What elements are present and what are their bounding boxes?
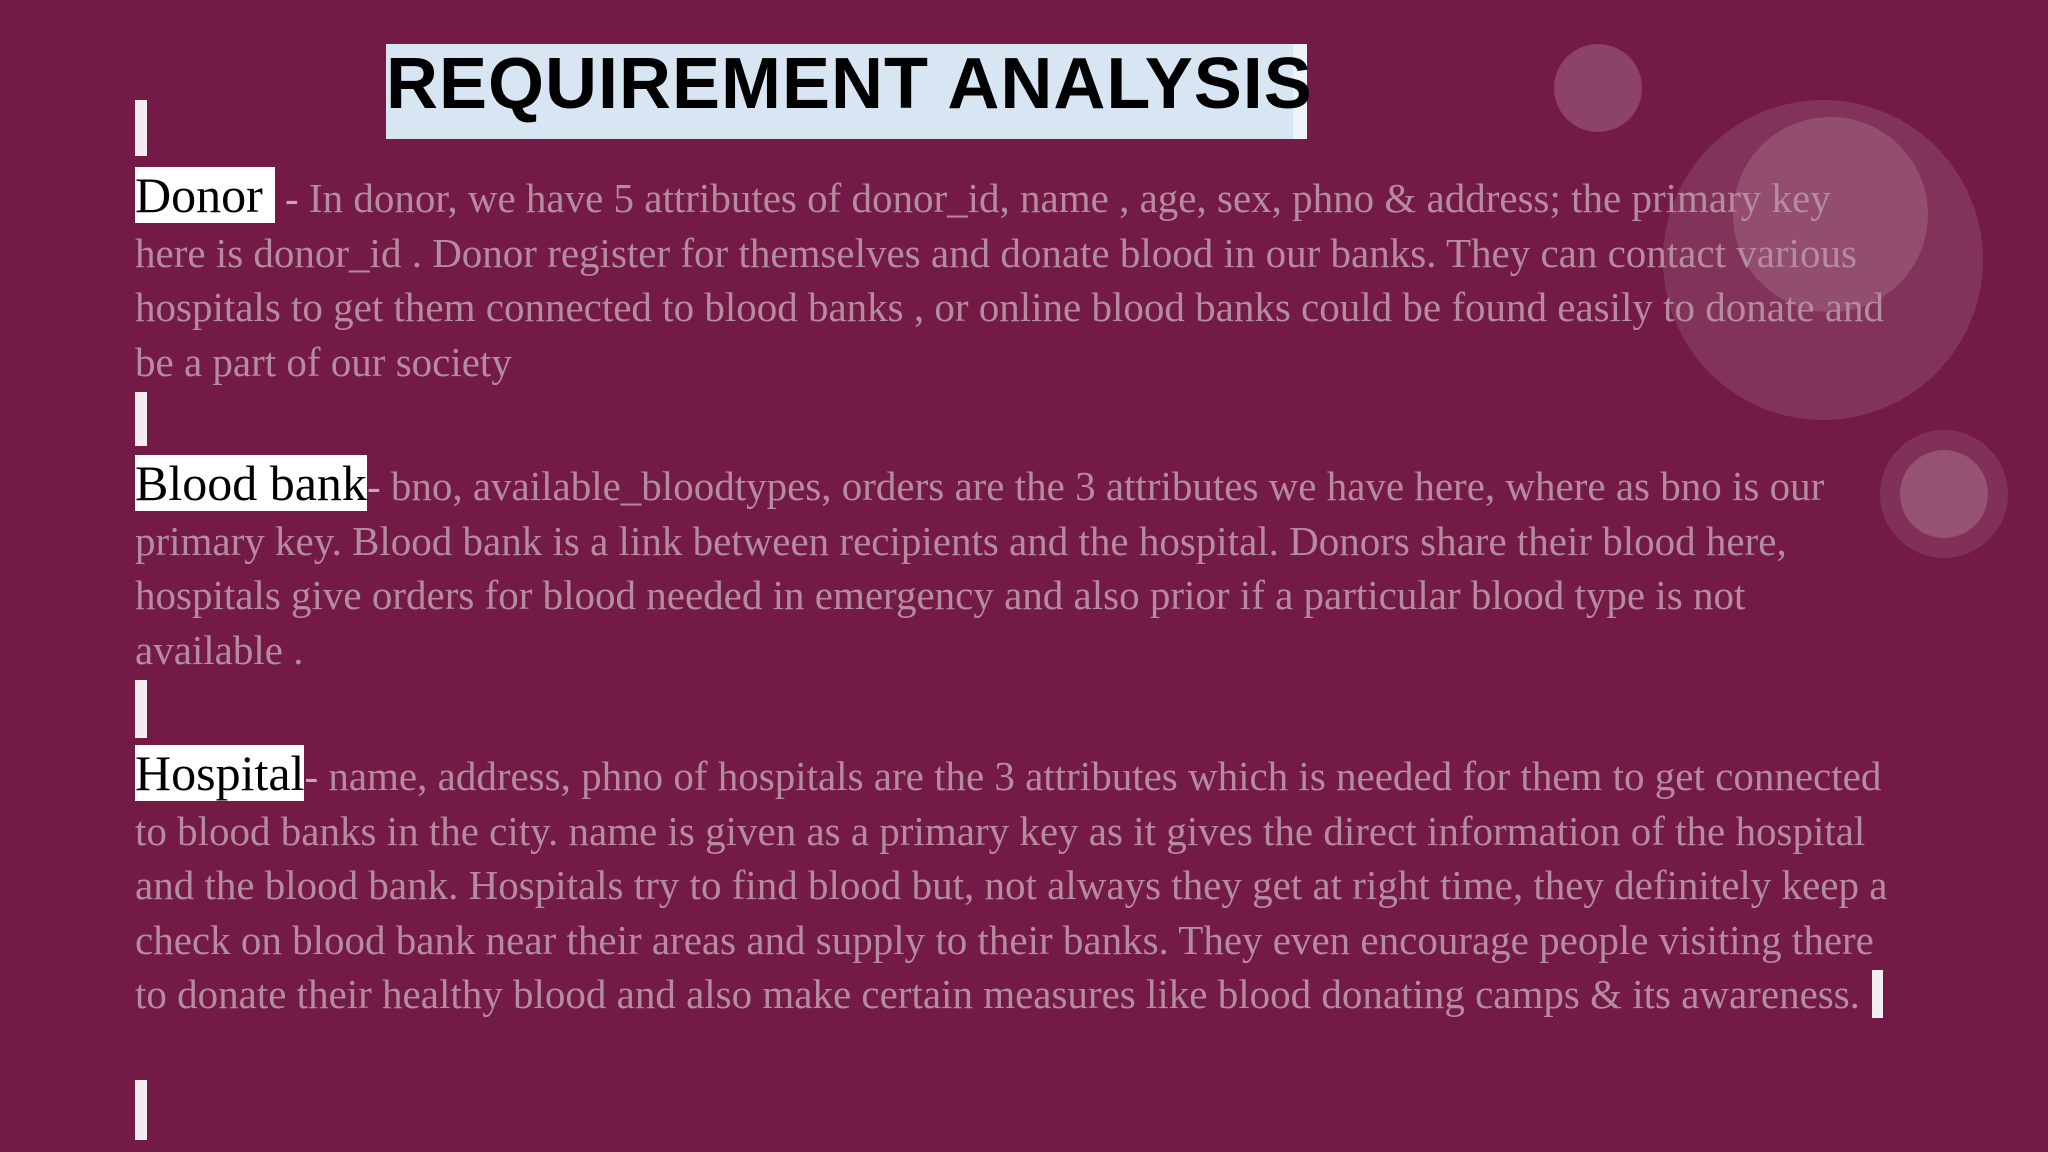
decorative-circle-ring-right-inner [1900,450,1988,538]
blood-bank-separator: - [366,463,381,509]
paragraph-marker [135,1080,147,1140]
hospital-term: Hospital [135,745,305,801]
hospital-separator: - [304,753,319,799]
donor-paragraph [135,168,1895,389]
paragraph-marker [135,100,147,156]
blood-bank-body: bno, available_bloodtypes, orders are the 3 attributes we have here, where as bno is our primary key. Blood bank is a link between recipients and the hospital. Donors share their blood here, hospitals give orders for blood needed in emergency and also prior if a particular blood type is not available . [135,463,1825,673]
title-highlight [386,44,1313,139]
hospital-body: name, address, phno of hospitals are the 3 attributes which is needed for them to get connected to blood banks in the city. name is given as a primary key as it gives the direct information of the hospital and the blood bank. Hospitals try to find blood but, not always they get at right time, they definitely keep a check on blood bank near their areas and supply to their banks. They even encourage people visiting there to donate their healthy blood and also make certain measures like blood donating camps & its awareness. [135,753,1888,1017]
text-cursor-marker [1872,970,1883,1018]
hospital-paragraph [135,746,1895,1022]
blood-bank-term: Blood bank [135,455,367,511]
donor-separator: - [285,175,299,221]
slide-title: REQUIREMENT ANALYSIS [386,44,1313,124]
paragraph-marker [135,392,147,446]
donor-body: In donor, we have 5 attributes of donor_id, name , age, sex, phno & address; the primary key here is donor_id . Donor register for themselves and donate blood in our banks. They can contact various hospitals to get them connected to blood banks , or online blood banks could be found easily to donate and be a part of our society [135,175,1884,385]
decorative-circle-small-top [1554,44,1642,132]
donor-term: Donor [135,167,275,223]
paragraph-marker [135,680,147,738]
blood-bank-paragraph [135,456,1895,677]
